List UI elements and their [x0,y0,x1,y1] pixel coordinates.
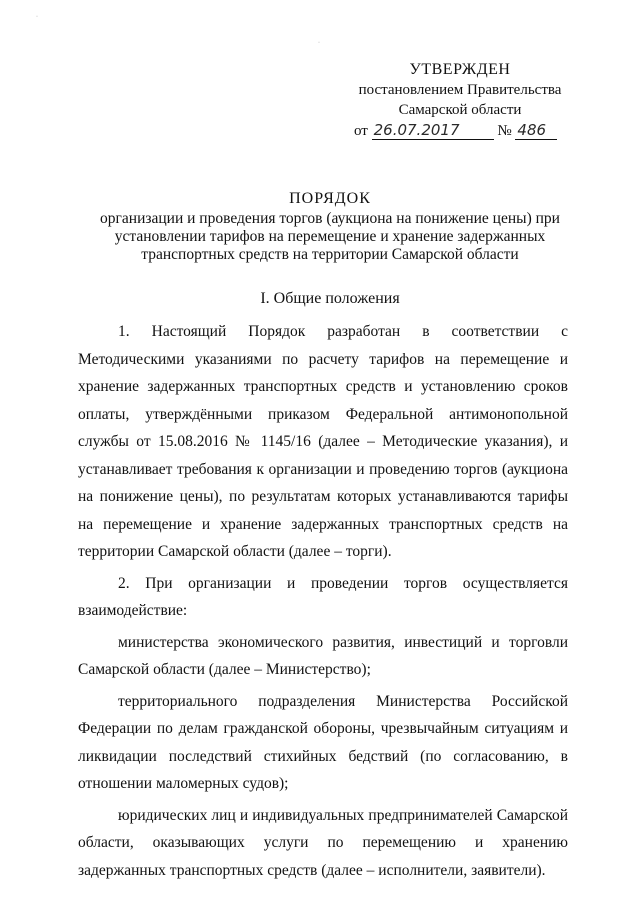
document-body [78,318,568,884]
paragraph: министерства экономического развития, инвестиций и торговли Самарской области (далее – Министерство); [78,633,568,678]
date-prefix: от [354,123,368,139]
approval-date-number [354,121,557,140]
number-prefix: № [497,123,512,139]
section-title: I. Общие положения [260,290,400,307]
approval-line2: Самарской области [398,102,522,118]
scan-speck: · [318,40,320,46]
approval-title: УТВЕРЖДЕН [409,61,511,78]
heading-line1: организации и проведения торгов (аукциона на понижение цены) при [100,210,560,227]
paragraph: 2. При организации и проведении торгов осуществляется взаимодействие: [78,574,568,619]
approval-block [340,60,580,120]
document-heading [60,190,600,264]
number-value: 486 [515,121,557,140]
paragraph: юридических лиц и индивидуальных предпринимателей Самарской области, оказывающих услуги по перемещению и хранению задержанных транспортных средств (далее – исполнители, заявители). [78,806,568,879]
heading-line3: транспортных средств на территории Самарской области [141,246,519,263]
paragraph: территориального подразделения Министерства Российской Федерации по делам гражданской обороны, чрезвычайным ситуациям и ликвидации последствий стихийных бедствий (по согласованию, в отношении маломерных судов); [78,692,568,792]
approval-line1: постановлением Правительства [358,82,562,98]
heading-line2: установлении тарифов на перемещение и хранение задержанных [114,228,546,245]
date-value: 26.07.2017 [372,121,494,140]
paragraph: 1. Настоящий Порядок разработан в соответствии с Методическими указаниями по расчету тарифов на перемещение и хранение задержанных транспортных средств и установлению сроков оплаты, утверждёнными приказом Федеральной антимонопольной службы от 15.08.2016 № 1145/16 (далее – Методические указания), и устанавливает требования к организации и проведению торгов (аукциона на понижение цены), по результатам которых устанавливаются тарифы на перемещение и хранение задержанных транспортных средств на территории Самарской области (далее – торги). [78,323,568,560]
scan-speck: · [36,14,38,20]
heading-title: ПОРЯДОК [289,190,371,207]
